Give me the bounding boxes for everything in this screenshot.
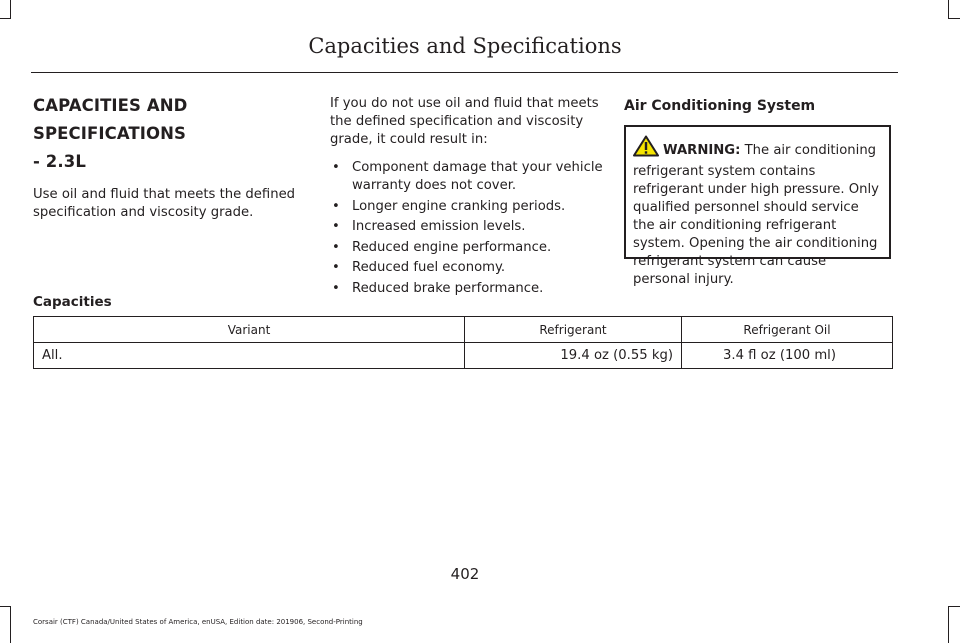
crop-mark [10,0,11,19]
section-intro [33,92,313,222]
cell-refrigerant: 19.4 oz (0.55 kg) [465,343,682,369]
page-number: 402 [450,565,480,583]
capacities-label: Capacities [33,294,112,310]
capacities-table [33,316,893,369]
section-heading: CAPACITIES AND SPECIFICATIONS [33,96,188,143]
list-item: • Component damage that your vehicle warranty does not cover. [332,160,603,193]
warning-label: WARNING: [663,143,741,158]
list-item: • Reduced brake performance. [332,280,544,296]
page-title: Capacities and Specifications [308,34,622,58]
table-header-row [34,317,893,343]
list-item: • Reduced engine performance. [332,239,552,255]
crop-mark [948,606,960,607]
list-item: • Increased emission levels. [332,219,526,234]
crop-mark [948,606,949,643]
ac-heading: Air Conditioning System [624,98,816,114]
table-row [34,343,893,369]
bullet-icon: • [332,260,340,275]
column-header-variant: Variant [34,317,465,343]
header-divider [31,72,898,73]
crop-mark [948,0,949,19]
warning-box [624,125,891,287]
consequences-list [330,159,610,298]
consequences-block [330,95,610,300]
warning-triangle-icon [633,135,659,163]
column-header-refrigerant: Refrigerant [465,317,682,343]
cell-refrigerant-oil: 3.4 fl oz (100 ml) [682,343,893,369]
bullet-icon: • [332,198,340,214]
crop-mark [10,606,11,643]
crop-mark [0,606,11,607]
list-item: • Longer engine cranking periods. [332,198,566,214]
bullet-icon: • [332,160,340,175]
bullet-icon: • [332,219,340,234]
warning-text: The air conditioning refrigerant system contains refrigerant under high pressure. Only qualified personnel should service the air conditioning refrigerant system. Opening the air conditioning refrigerant system can cause personal injury. [633,143,879,287]
footer-text: Corsair (CTF) Canada/United States of America, enUSA, Edition date: 201906, Second-Printing [33,618,363,626]
crop-mark [948,18,960,19]
intro-paragraph: Use oil and fluid that meets the defined specification and viscosity grade. [33,187,296,220]
section-heading-suffix: - 2.3L [33,152,86,171]
consequences-intro: If you do not use oil and fluid that meets the defined specification and viscosity grade, it could result in: [330,96,599,147]
column-header-refrigerant-oil: Refrigerant Oil [682,317,893,343]
list-item: • Reduced fuel economy. [332,260,506,275]
ac-section [624,97,894,115]
bullet-icon: • [332,280,340,296]
crop-mark [0,18,11,19]
cell-variant: All. [34,343,465,369]
bullet-icon: • [332,239,340,255]
